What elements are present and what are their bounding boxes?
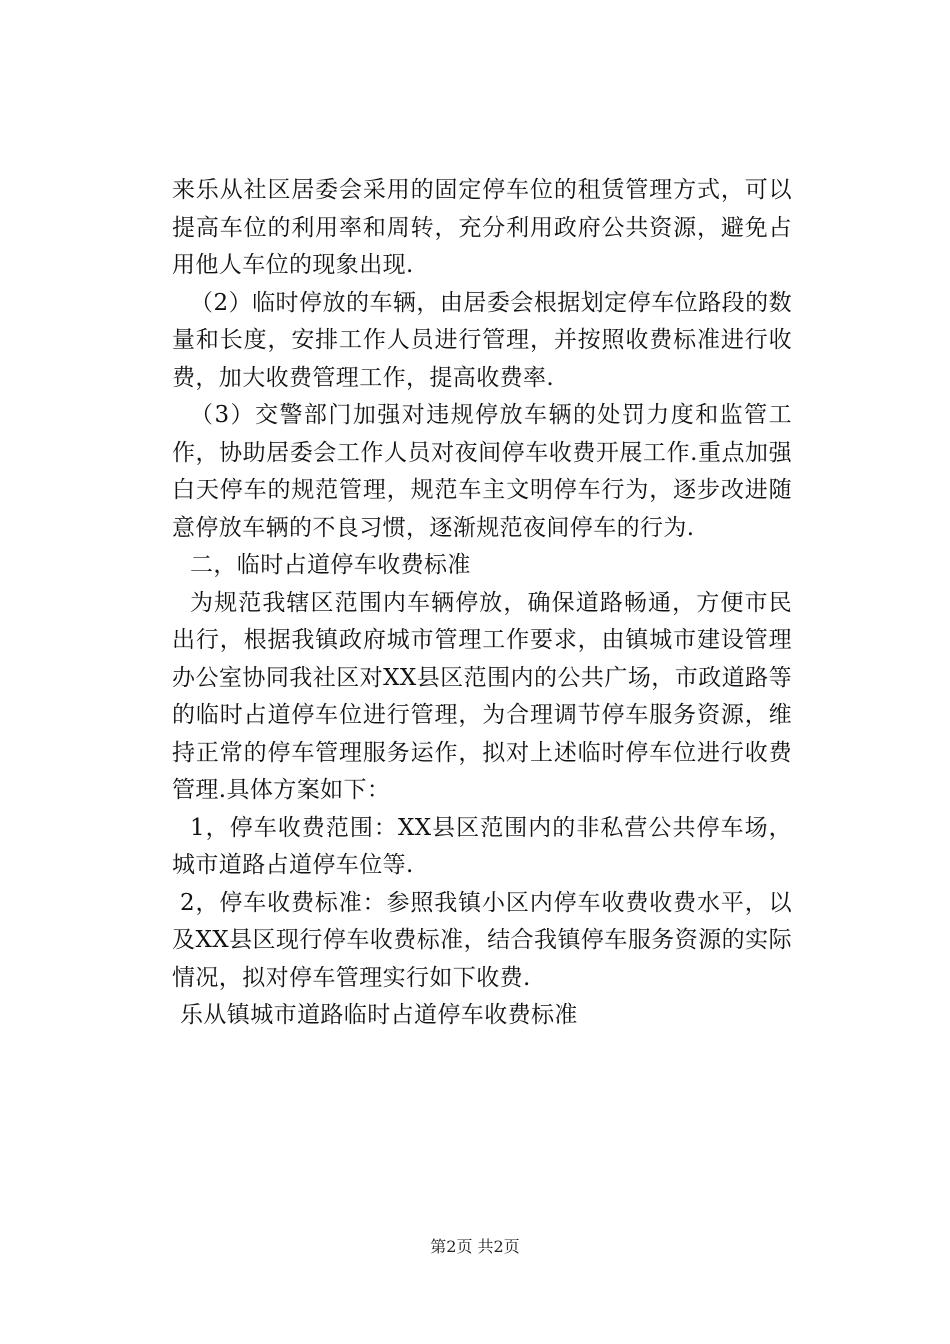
- paragraph-fee-scope: 1，停车收费范围：XX县区范围内的非私营公共停车场，城市道路占道停车位等.: [172, 814, 792, 878]
- paragraph-fee-table-title: 乐从镇城市道路临时占道停车收费标准: [180, 1002, 578, 1028]
- paragraph-fee-purpose: 为规范我辖区范围内车辆停放，确保道路畅通，方便市民出行，根据我镇政府城市管理工作要求，由镇城市建设管理办公室协同我社区对XX县区范围内的公共广场，市政道路等的临时占道停车位进行管理，为合理调节停车服务资源，维持正常的停车管理服务运作，拟对上述临时停车位进行收费管理.具体方案如下：: [172, 589, 792, 803]
- section-heading-fee-standard: 二，临时占道停车收费标准: [190, 552, 471, 578]
- paragraph-parking-rental: 来乐从社区居委会采用的固定停车位的租赁管理方式，可以提高车位的利用率和周转，充分利用政府公共资源，避免占用他人车位的现象出现.: [172, 177, 792, 278]
- page-number-footer: 第2页 共2页: [430, 1237, 520, 1256]
- document-body: [172, 172, 792, 1035]
- paragraph-traffic-police: （3）交警部门加强对违规停放车辆的处罚力度和监管工作，协助居委会工作人员对夜间停车收费开展工作.重点加强白天停车的规范管理，规范车主文明停车行为，逐步改进随意停放车辆的不良习惯，逐渐规范夜间停车的行为.: [172, 402, 792, 541]
- paragraph-temporary-parking: （2）临时停放的车辆，由居委会根据划定停车位路段的数量和长度，安排工作人员进行管理，并按照收费标准进行收费，加大收费管理工作，提高收费率.: [172, 289, 792, 391]
- paragraph-fee-standard: 2，停车收费标准：参照我镇小区内停车收费收费水平，以及XX县区现行停车收费标准，结合我镇停车服务资源的实际情况，拟对停车管理实行如下收费.: [172, 889, 792, 991]
